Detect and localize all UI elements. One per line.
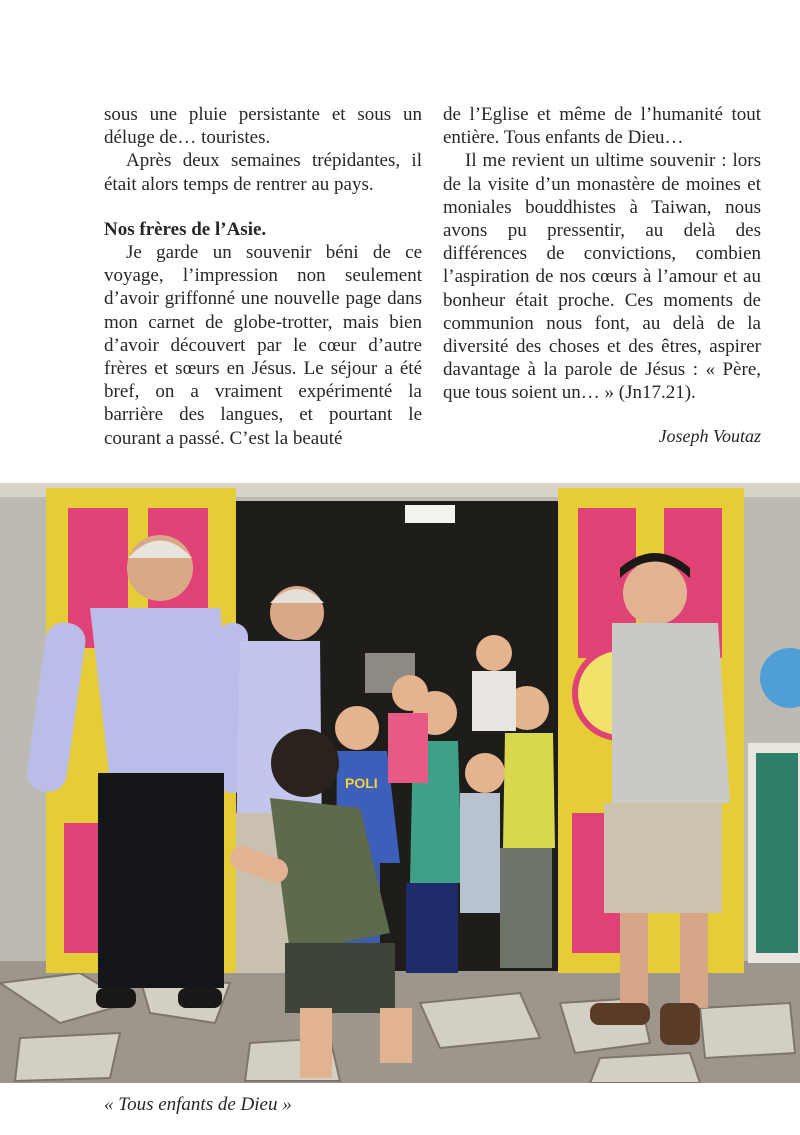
left-paragraph-2: Après deux semaines trépidantes, il était alors temps de rentrer au pays. xyxy=(104,150,422,195)
right-paragraph-1: de l’Eglise et même de l’humanité tout entière. Tous enfants de Dieu… xyxy=(443,104,761,149)
section-heading: Nos frères de l’Asie. xyxy=(104,218,267,240)
article-left-column xyxy=(104,103,422,450)
photo-illustration xyxy=(0,483,800,1083)
group-photo xyxy=(0,483,800,1083)
photo-caption: « Tous enfants de Dieu » xyxy=(104,1094,292,1115)
shirt-text: POLI xyxy=(345,775,378,791)
article-right-column xyxy=(443,103,761,448)
left-paragraph-3: Je garde un souvenir béni de ce voyage, l’impression non seulement d’avoir griffonné une nouvelle page dans mon carnet de globe-trotter, mais bien d’avoir découvert par le cœur d’autre frères et sœurs en Jésus. Le séjour a été bref, on a vraiment expérimenté la barrière des langues, et pourtant le courant a passé. C’est la beauté xyxy=(104,242,422,449)
right-paragraph-2: Il me revient un ultime souvenir : lors de la visite d’un monastère de moines et moniales bouddhistes à Taiwan, nous avons pu pressentir, au delà des différences de convictions, combien l’aspiration de nos cœurs à l’amour et au bonheur était proche. Ces moments de communion nous font, au delà de la diversité des choses et des êtres, aspirer davantage à la parole de Jésus : « Père, que tous soient un… » (Jn17.21). xyxy=(443,150,761,404)
author-signature: Joseph Voutaz xyxy=(658,425,761,446)
left-paragraph-1: sous une pluie persistante et sous un déluge de… touristes. xyxy=(104,104,422,149)
